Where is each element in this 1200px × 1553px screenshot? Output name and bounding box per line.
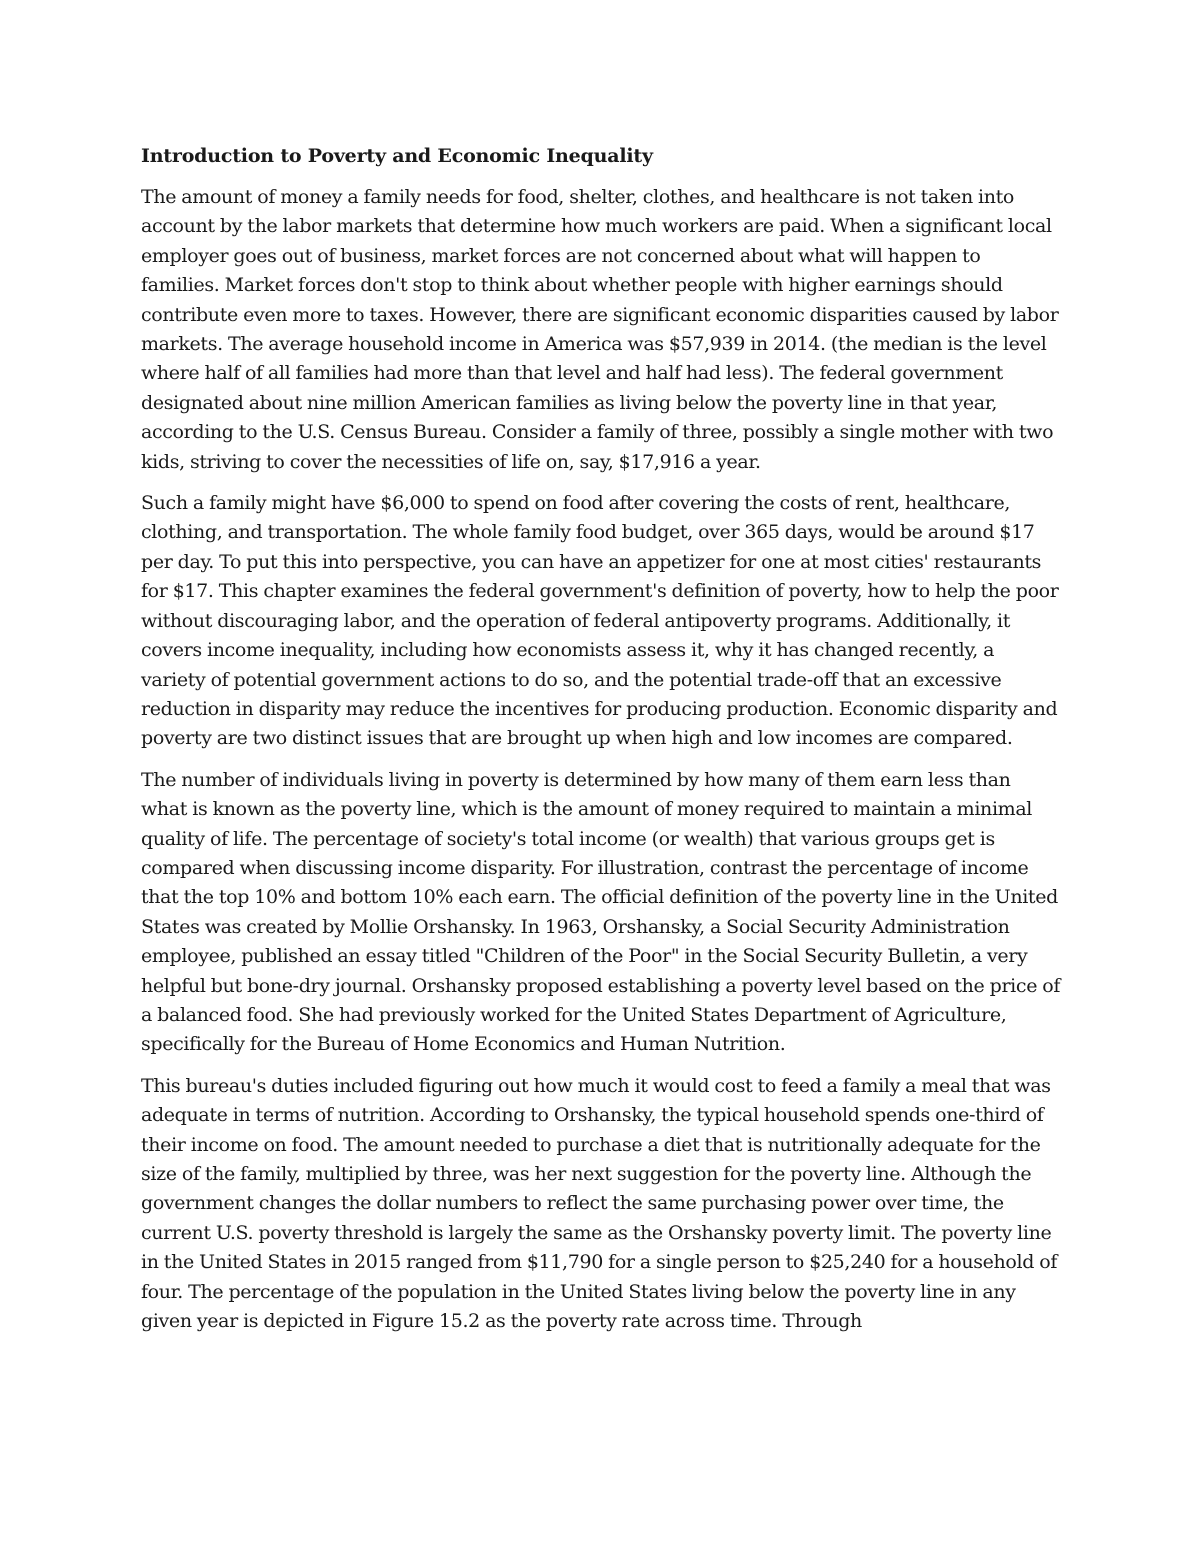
paragraph-1: The amount of money a family needs for food, shelter, clothes, and healthcare is not taken into account by the labor markets that determine how much workers are paid. When a significant local employer goes out of business, market forces are not concerned about what will happen to families. Market forces don't stop to think about whether people with higher earnings should contribute even more to taxes. However, there are significant economic disparities caused by labor markets. The average household income in America was $57,939 in 2014. (the median is the level where half of all families had more than that level and half had less). The federal government designated about nine million American families as living below the poverty line in that year, according to the U.S. Census Bureau. Consider a family of three, possibly a single mother with two kids, striving to cover the necessities of life on, say, $17,916 a year. <box>141 186 1059 473</box>
paragraph-3: The number of individuals living in poverty is determined by how many of them earn less than what is known as the poverty line, which is the amount of money required to maintain a minimal quality of life. The percentage of society's total income (or wealth) that various groups get is compared when discussing income disparity. For illustration, contrast the percentage of income that the top 10% and bottom 10% each earn. The official definition of the poverty line in the United States was created by Mollie Orshansky. In 1963, Orshansky, a Social Security Administration employee, published an essay titled "Children of the Poor" in the Social Security Bulletin, a very helpful but bone-dry journal. Orshansky proposed establishing a poverty level based on the price of a balanced food. She had previously worked for the United States Department of Agriculture, specifically for the Bureau of Home Economics and Human Nutrition. <box>141 768 1061 1056</box>
document-body <box>141 141 1061 1348</box>
paragraph-4: This bureau's duties included figuring out how much it would cost to feed a family a meal that was adequate in terms of nutrition. According to Orshansky, the typical household spends one-third of their income on food. The amount needed to purchase a diet that is nutritionally adequate for the size of the family, multiplied by three, was her next suggestion for the poverty line. Although the government changes the dollar numbers to reflect the same purchasing power over time, the current U.S. poverty threshold is largely the same as the Orshansky poverty limit. The poverty line in the United States in 2015 ranged from $11,790 for a single person to $25,240 for a household of four. The percentage of the population in the United States living below the poverty line in any given year is depicted in Figure 15.2 as the poverty rate across time. Through <box>141 1074 1058 1333</box>
paragraph-2: Such a family might have $6,000 to spend on food after covering the costs of rent, healthcare, clothing, and transportation. The whole family food budget, over 365 days, would be around $17 per day. To put this into perspective, you can have an appetizer for one at most cities' restaurants for $17. This chapter examines the federal government's definition of poverty, how to help the poor without discouraging labor, and the operation of federal antipoverty programs. Additionally, it covers income inequality, including how economists assess it, why it has changed recently, a variety of potential government actions to do so, and the potential trade-off that an excessive reduction in disparity may reduce the incentives for producing production. Economic disparity and poverty are two distinct issues that are brought up when high and low incomes are compared. <box>141 492 1059 750</box>
document-title: Introduction to Poverty and Economic Inequality <box>141 145 653 167</box>
